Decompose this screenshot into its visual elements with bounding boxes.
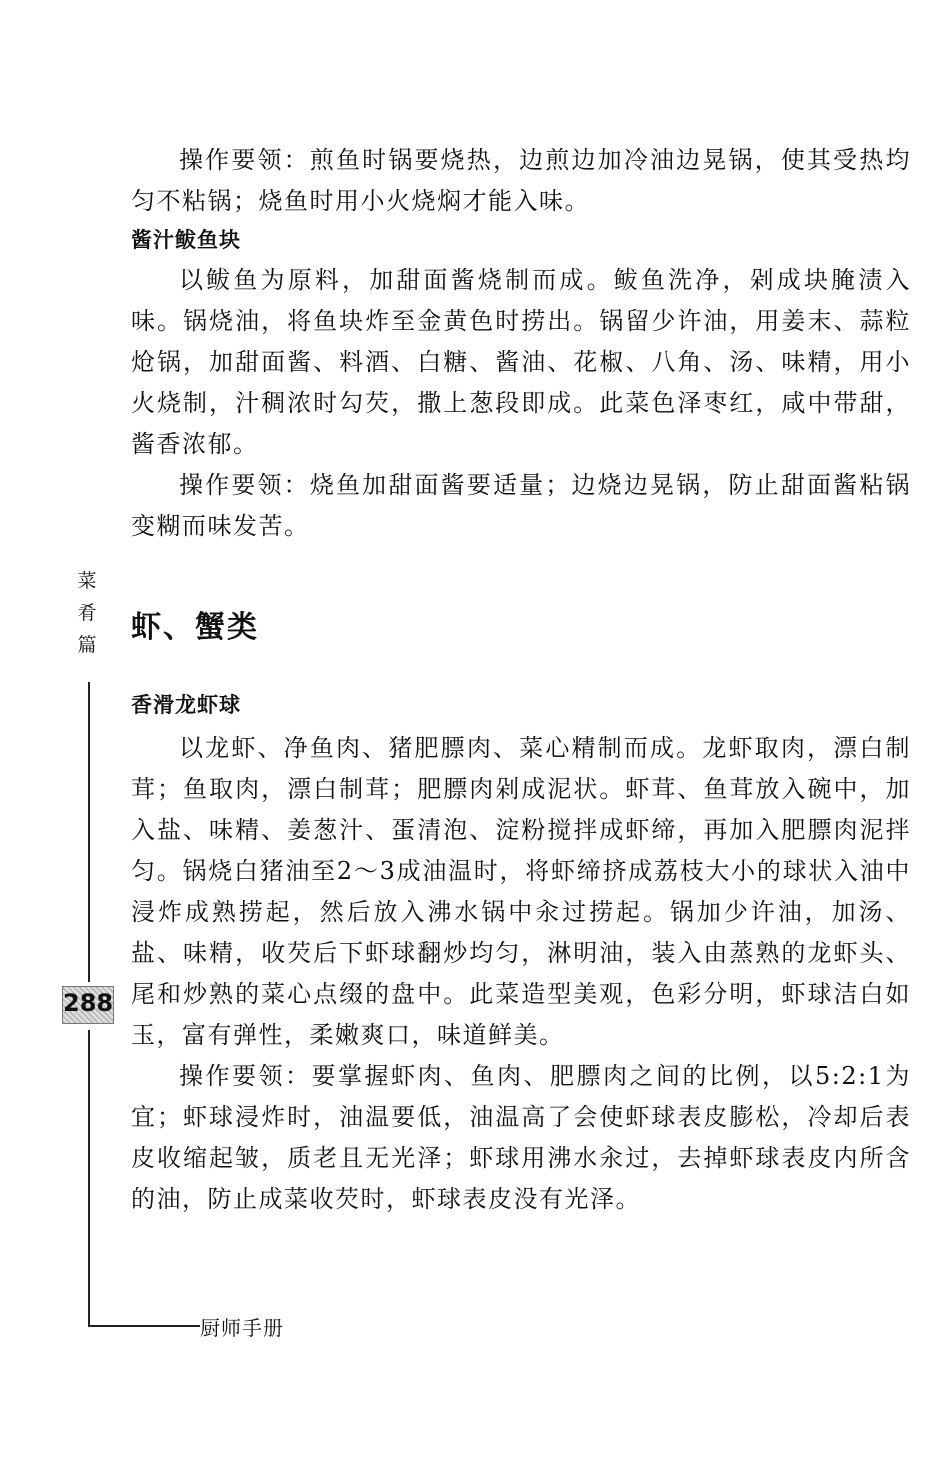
footer-book-title: 厨师手册	[200, 1316, 284, 1340]
side-char: 篇	[77, 634, 97, 656]
tip-paragraph-1: 操作要领：煎鱼时锅要烧热，边煎边加冷油边晃锅，使其受热均匀不粘锅；烧鱼时用小火烧焖才能入味。	[131, 146, 911, 215]
page-number-badge	[62, 986, 114, 1024]
upper-section	[131, 140, 911, 547]
dish-body-1: 以鲅鱼为原料，加甜面酱烧制而成。鲅鱼洗净，剁成块腌渍入味。锅烧油，将鱼块炸至金黄色时捞出。锅留少许油，用姜末、蒜粒炝锅，加甜面酱、料酒、白糖、酱油、花椒、八角、汤、味精，用小火烧制，汁稠浓时勾芡，撒上葱段即成。此菜色泽枣红，咸中带甜，酱香浓郁。	[131, 266, 911, 458]
side-char: 菜	[77, 570, 97, 592]
margin-rule-upper	[88, 682, 90, 982]
page-number: 288	[63, 989, 114, 1017]
tip-paragraph-2: 操作要领：烧鱼加甜面酱要适量；边烧边晃锅，防止甜面酱粘锅变糊而味发苦。	[131, 471, 911, 540]
side-char: 肴	[77, 602, 97, 624]
dish-body-2: 以龙虾、净鱼肉、猪肥膘肉、菜心精制而成。龙虾取肉，漂白制茸；鱼取肉，漂白制茸；肥膘肉剁成泥状。虾茸、鱼茸放入碗中，加入盐、味精、姜葱汁、蛋清泡、淀粉搅拌成虾缔，再加入肥膘肉泥拌匀。锅烧白猪油至2～3成油温时，将虾缔挤成荔枝大小的球状入油中浸炸成熟捞起，然后放入沸水锅中汆过捞起。锅加少许油，加汤、盐、味精，收芡后下虾球翻炒均匀，淋明油，装入由蒸熟的龙虾头、尾和炒熟的菜心点缀的盘中。此菜造型美观，色彩分明，虾球洁白如玉，富有弹性，柔嫩爽口，味道鲜美。	[131, 734, 911, 1049]
lower-section	[131, 688, 911, 1220]
section-heading: 虾、蟹类	[131, 610, 259, 645]
tip-paragraph-3: 操作要领：要掌握虾肉、鱼肉、肥膘肉之间的比例，以5:2:1为宜；虾球浸炸时，油温要低，油温高了会使虾球表皮膨松，冷却后表皮收缩起皱，质老且无光泽；虾球用沸水汆过，去掉虾球表皮内所含的油，防止成菜收芡时，虾球表皮没有光泽。	[131, 1062, 911, 1213]
side-chapter-tab	[74, 565, 100, 661]
footer-rule	[88, 1325, 200, 1327]
dish-title-2: 香滑龙虾球	[131, 693, 241, 717]
margin-rule-lower	[88, 1030, 90, 1326]
dish-title-1: 酱汁鲅鱼块	[131, 228, 241, 252]
